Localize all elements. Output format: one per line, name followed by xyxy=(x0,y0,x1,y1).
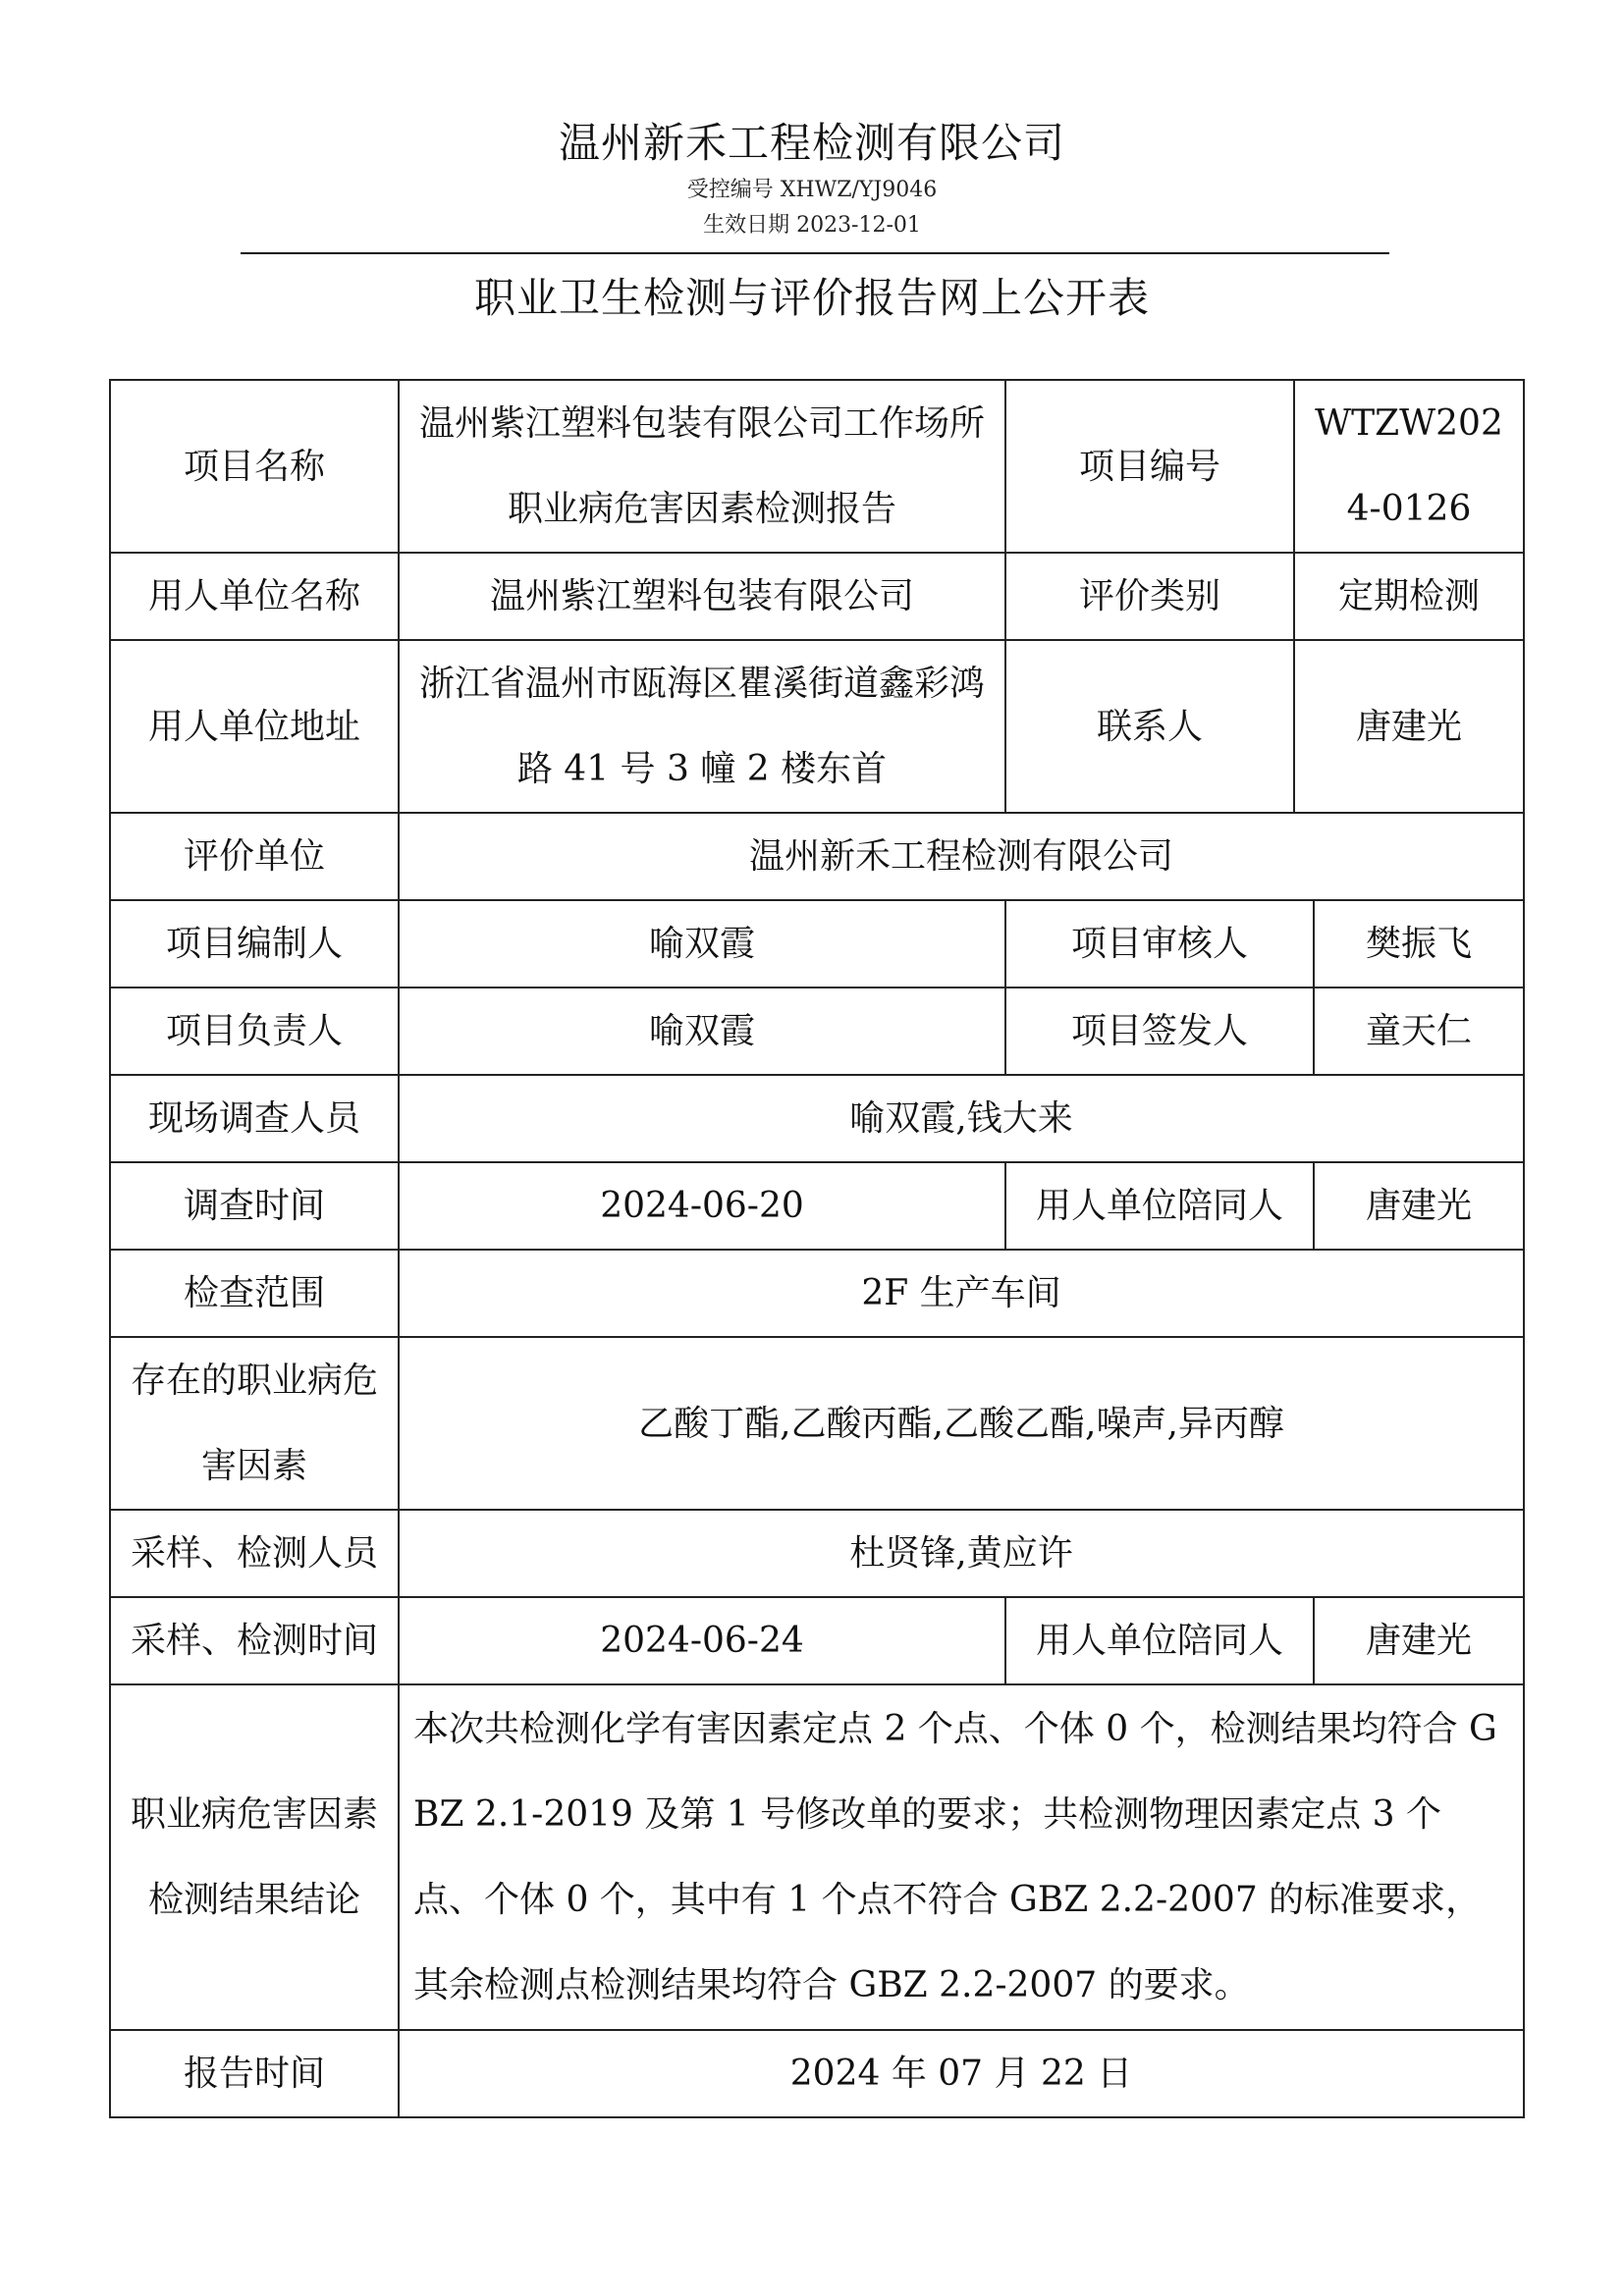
conclusion-value: 本次共检测化学有害因素定点 2 个点、个体 0 个，检测结果均符合 GBZ 2.1-2019 及第 1 号修改单的要求；共检测物理因素定点 3 个点、个体 0 个，其中有 1 个点不符合 GBZ 2.2-2007 的标准要求，其余检测点检测结果均符合 GBZ 2.2-2007 的要求。 xyxy=(399,1684,1524,2030)
leader-label: 项目负责人 xyxy=(110,988,399,1075)
accompany-value: 唐建光 xyxy=(1314,1162,1524,1250)
header-divider xyxy=(241,252,1389,254)
table-row xyxy=(110,1337,1524,1510)
table-row xyxy=(110,1250,1524,1337)
conclusion-label: 职业病危害因素检测结果结论 xyxy=(110,1684,399,2030)
reviewer-value: 樊振飞 xyxy=(1314,900,1524,988)
contact-label: 联系人 xyxy=(1005,640,1294,813)
site-staff-value: 喻双霞,钱大来 xyxy=(399,1075,1524,1162)
sampling-staff-value: 杜贤锋,黄应许 xyxy=(399,1510,1524,1597)
sampling-time-label: 采样、检测时间 xyxy=(110,1597,399,1684)
document-header xyxy=(0,116,1624,241)
employer-name-label: 用人单位名称 xyxy=(110,553,399,640)
reviewer-label: 项目审核人 xyxy=(1005,900,1314,988)
accompany-label: 用人单位陪同人 xyxy=(1005,1597,1314,1684)
table-row xyxy=(110,1684,1524,2030)
scope-label: 检查范围 xyxy=(110,1250,399,1337)
table-row xyxy=(110,640,1524,813)
report-time-label: 报告时间 xyxy=(110,2030,399,2117)
sampling-staff-label: 采样、检测人员 xyxy=(110,1510,399,1597)
table-row xyxy=(110,1510,1524,1597)
company-name: 温州新禾工程检测有限公司 xyxy=(558,119,1065,167)
eval-type-label: 评价类别 xyxy=(1005,553,1294,640)
contact-value: 唐建光 xyxy=(1294,640,1524,813)
issuer-value: 童天仁 xyxy=(1314,988,1524,1075)
table-row xyxy=(110,1162,1524,1250)
table-row xyxy=(110,380,1524,553)
scope-value: 2F 生产车间 xyxy=(399,1250,1524,1337)
leader-value: 喻双霞 xyxy=(399,988,1005,1075)
compiler-value: 喻双霞 xyxy=(399,900,1005,988)
project-no-value: WTZW2024-0126 xyxy=(1294,380,1524,553)
compiler-label: 项目编制人 xyxy=(110,900,399,988)
table-row xyxy=(110,1597,1524,1684)
control-number: 受控编号 XHWZ/YJ9046 xyxy=(686,178,938,202)
hazards-label: 存在的职业病危害因素 xyxy=(110,1337,399,1510)
eval-type-value: 定期检测 xyxy=(1294,553,1524,640)
table-row xyxy=(110,553,1524,640)
table-row xyxy=(110,900,1524,988)
survey-time-label: 调查时间 xyxy=(110,1162,399,1250)
sampling-time-value: 2024-06-24 xyxy=(399,1597,1005,1684)
site-staff-label: 现场调查人员 xyxy=(110,1075,399,1162)
employer-name-value: 温州紫江塑料包装有限公司 xyxy=(399,553,1005,640)
project-name-value: 温州紫江塑料包装有限公司工作场所职业病危害因素检测报告 xyxy=(399,380,1005,553)
employer-addr-label: 用人单位地址 xyxy=(110,640,399,813)
eval-unit-label: 评价单位 xyxy=(110,813,399,900)
report-time-value: 2024 年 07 月 22 日 xyxy=(399,2030,1524,2117)
eval-unit-value: 温州新禾工程检测有限公司 xyxy=(399,813,1524,900)
survey-time-value: 2024-06-20 xyxy=(399,1162,1005,1250)
accompany-label: 用人单位陪同人 xyxy=(1005,1162,1314,1250)
accompany-value: 唐建光 xyxy=(1314,1597,1524,1684)
hazards-value: 乙酸丁酯,乙酸丙酯,乙酸乙酯,噪声,异丙醇 xyxy=(399,1337,1524,1510)
document-title: 职业卫生检测与评价报告网上公开表 xyxy=(473,274,1150,322)
issuer-label: 项目签发人 xyxy=(1005,988,1314,1075)
disclosure-table xyxy=(109,379,1525,2118)
project-no-label: 项目编号 xyxy=(1005,380,1294,553)
employer-addr-value: 浙江省温州市瓯海区瞿溪街道鑫彩鸿路 41 号 3 幢 2 楼东首 xyxy=(399,640,1005,813)
table-row xyxy=(110,1075,1524,1162)
project-name-label: 项目名称 xyxy=(110,380,399,553)
table-row xyxy=(110,2030,1524,2117)
effective-date: 生效日期 2023-12-01 xyxy=(703,213,921,238)
table-row xyxy=(110,988,1524,1075)
table-row xyxy=(110,813,1524,900)
